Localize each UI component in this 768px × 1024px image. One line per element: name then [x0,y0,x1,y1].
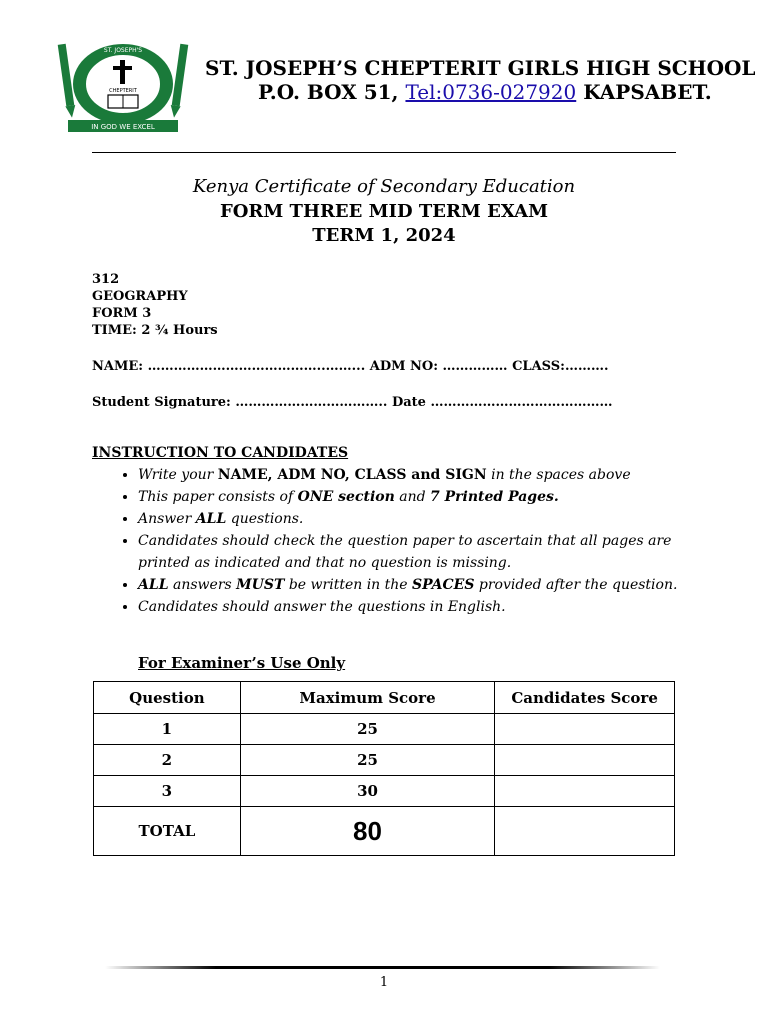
signature-field[interactable]: Student Signature: …………………………….. Date …………………………………… [92,395,613,410]
paper-subject: GEOGRAPHY [92,289,188,304]
school-name: ST. JOSEPH’S CHEPTERIT GIRLS HIGH SCHOOL [205,56,756,80]
name-field[interactable]: NAME: …………………………………..……... ADM NO: …………… CLASS:………. [92,359,609,374]
header-divider [92,152,676,153]
total-value: 80 [240,807,494,856]
column-header: Maximum Score [240,682,494,714]
instruction-item: • Candidates should answer the questions in English. [138,596,718,618]
total-row [94,807,675,856]
question-cell: 3 [94,776,241,807]
instruction-item: • Candidates should check the question paper to ascertain that all pages are printed as indicated and that no question is missing. [138,530,718,574]
exam-term: TERM 1, 2024 [312,225,456,246]
examiner-heading: For Examiner’s Use Only [138,654,346,672]
candidate-score-cell[interactable] [495,745,675,776]
max-score-cell: 25 [240,714,494,745]
column-header: Question [94,682,241,714]
town: KAPSABET. [583,80,712,104]
table-row [94,714,675,745]
candidate-score-cell[interactable] [495,776,675,807]
question-cell: 1 [94,714,241,745]
logo-arc-text: ST. JOSEPH'S [103,47,143,54]
logo-inner-text: CHEPTERIT [109,88,137,94]
candidate-score-cell[interactable] [495,714,675,745]
question-cell: 2 [94,745,241,776]
paper-time: TIME: 2 ¾ Hours [92,323,218,338]
paper-code: 312 [92,272,120,287]
max-score-cell: 30 [240,776,494,807]
page-number: 1 [379,975,389,990]
total-label: TOTAL [94,807,241,856]
table-header-row [94,682,675,714]
po-box: P.O. BOX 51, [258,80,399,104]
logo-motto: IN GOD WE EXCEL [91,123,155,131]
paper-form: FORM 3 [92,306,152,321]
score-table [93,681,675,856]
instruction-item: • Answer ALL questions. [138,508,718,530]
instruction-item: • Write your NAME, ADM NO, CLASS and SIGN in the spaces above [138,464,718,486]
phone-link[interactable]: Tel:0736-027920 [405,80,577,104]
school-address [258,80,712,104]
exam-body: Kenya Certificate of Secondary Education [192,176,576,197]
instruction-item: • This paper consists of ONE section and 7 Printed Pages. [138,486,718,508]
instructions-list [118,464,718,618]
instructions-heading: INSTRUCTION TO CANDIDATES [92,445,349,461]
table-row [94,776,675,807]
school-logo [48,38,198,138]
total-candidate-score[interactable] [495,807,675,856]
instruction-item: • ALL answers MUST be written in the SPACES provided after the question. [138,574,718,596]
max-score-cell: 25 [240,745,494,776]
column-header: Candidates Score [495,682,675,714]
table-row [94,745,675,776]
exam-title: FORM THREE MID TERM EXAM [219,201,549,222]
footer-divider [105,966,660,969]
